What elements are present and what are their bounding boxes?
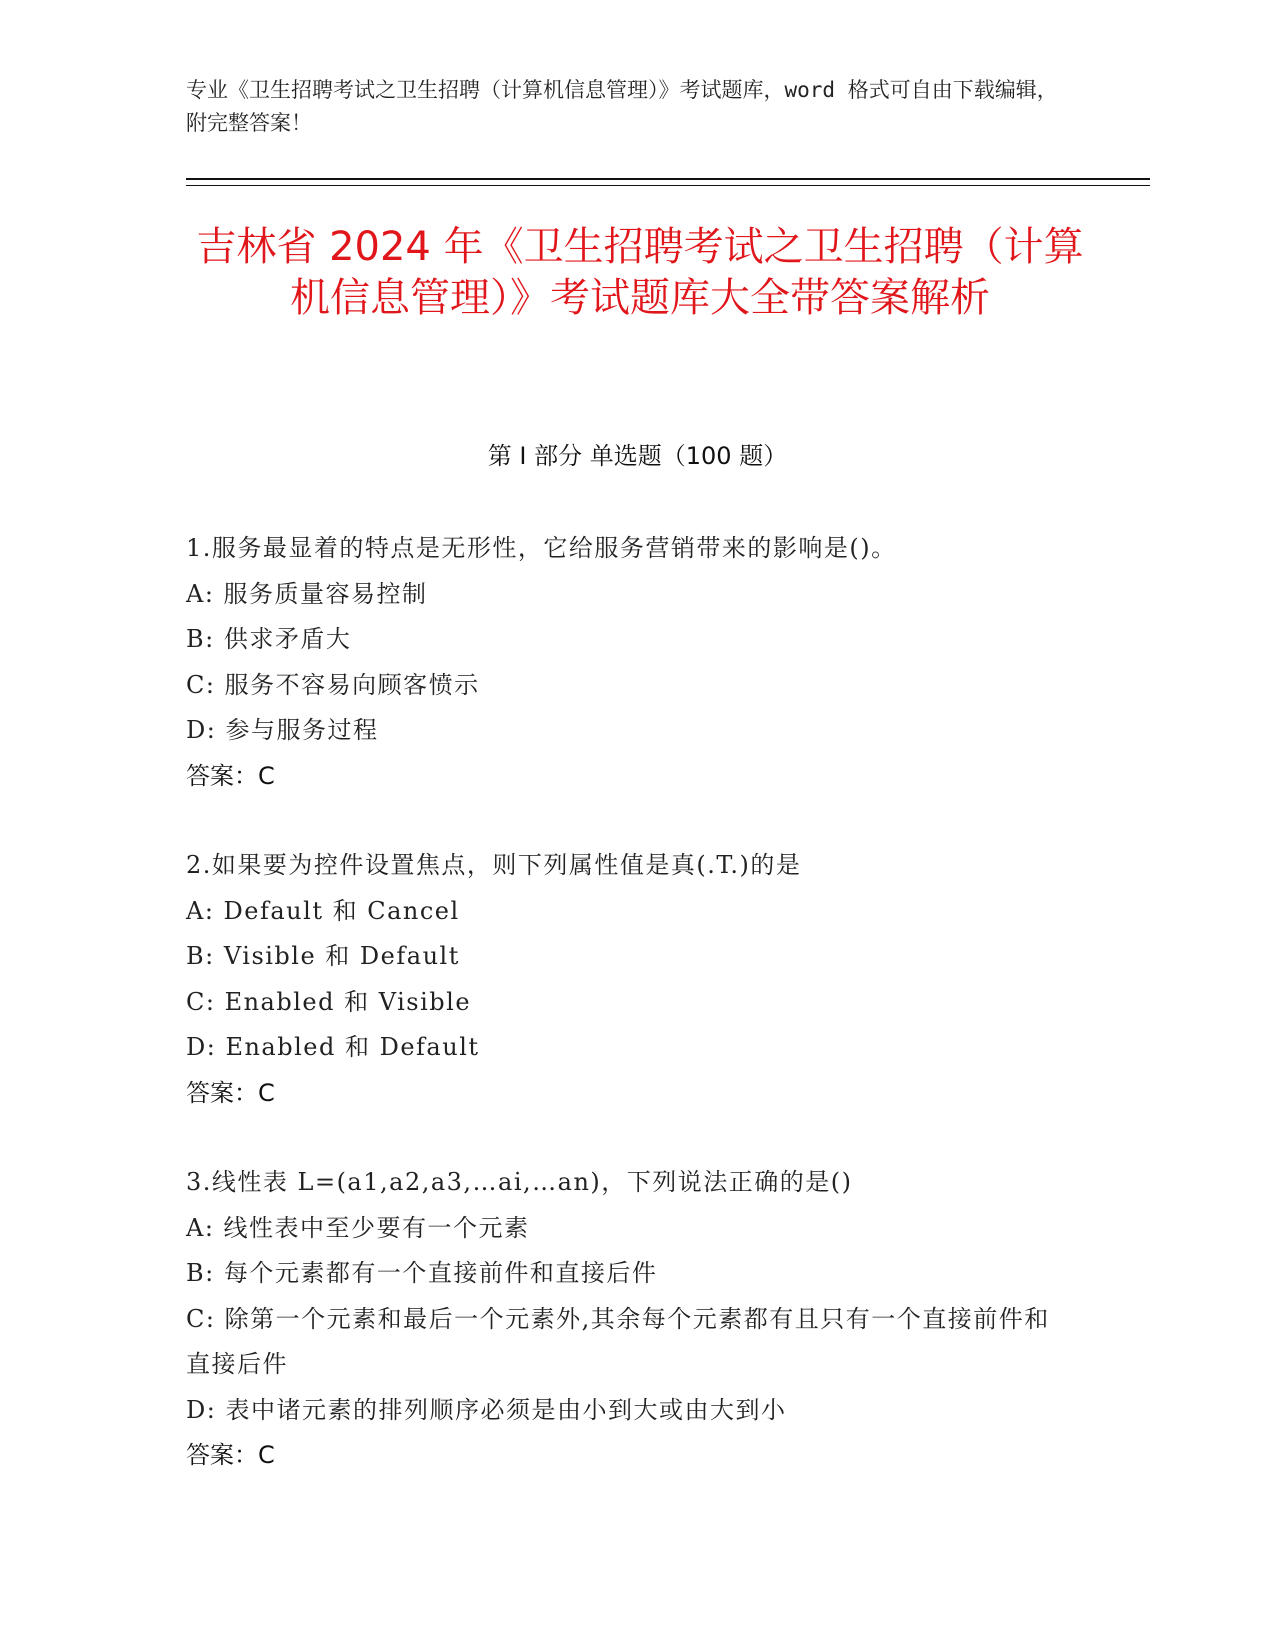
document-title: 吉林省 2024 年《卫生招聘考试之卫生招聘（计算机信息管理）》考试题库大全带答案解析 (196, 224, 1084, 321)
option-c: C: 服务不容易向顾客愤示 (186, 670, 480, 699)
option-c: C: Enabled 和 Visible (186, 987, 472, 1016)
option-a: A: 线性表中至少要有一个元素 (186, 1213, 530, 1242)
option-a: A: 服务质量容易控制 (186, 579, 428, 608)
option-d: D: 参与服务过程 (186, 716, 379, 744)
question-2 (186, 843, 1066, 1116)
header-note: 专业《卫生招聘考试之卫生招聘（计算机信息管理）》考试题库，word 格式可自由下载编辑，附完整答案！ (186, 78, 1058, 135)
question-spacer (186, 799, 1066, 843)
question-list (186, 526, 1066, 1479)
answer: 答案：C (186, 1078, 275, 1107)
question-1 (186, 526, 1066, 799)
header-rule-top (186, 178, 1150, 180)
option-b: B: Visible 和 Default (186, 942, 460, 970)
option-c: C: 除第一个元素和最后一个元素外,其余每个元素都有且只有一个直接前件和直接后件 (186, 1304, 1050, 1378)
header-rule-bottom (186, 185, 1150, 186)
option-d: D: Enabled 和 Default (186, 1033, 480, 1061)
question-spacer (186, 1116, 1066, 1160)
answer: 答案：C (186, 1441, 275, 1469)
option-b: B: 每个元素都有一个直接前件和直接后件 (186, 1259, 658, 1287)
section-title: 第 I 部分 单选题（100 题） (487, 442, 788, 470)
question-stem: 3.线性表 L=(a1,a2,a3,…ai,…an)，下列说法正确的是() (186, 1168, 853, 1196)
question-stem: 2.如果要为控件设置焦点，则下列属性值是真(.T.)的是 (186, 851, 802, 879)
option-a: A: Default 和 Cancel (186, 896, 460, 925)
option-d: D: 表中诸元素的排列顺序必须是由小到大或由大到小 (186, 1395, 787, 1424)
question-stem: 1.服务最显着的特点是无形性，它给服务营销带来的影响是()。 (186, 534, 897, 562)
question-3 (186, 1160, 1066, 1479)
answer: 答案：C (186, 761, 275, 790)
option-b: B: 供求矛盾大 (186, 625, 352, 653)
